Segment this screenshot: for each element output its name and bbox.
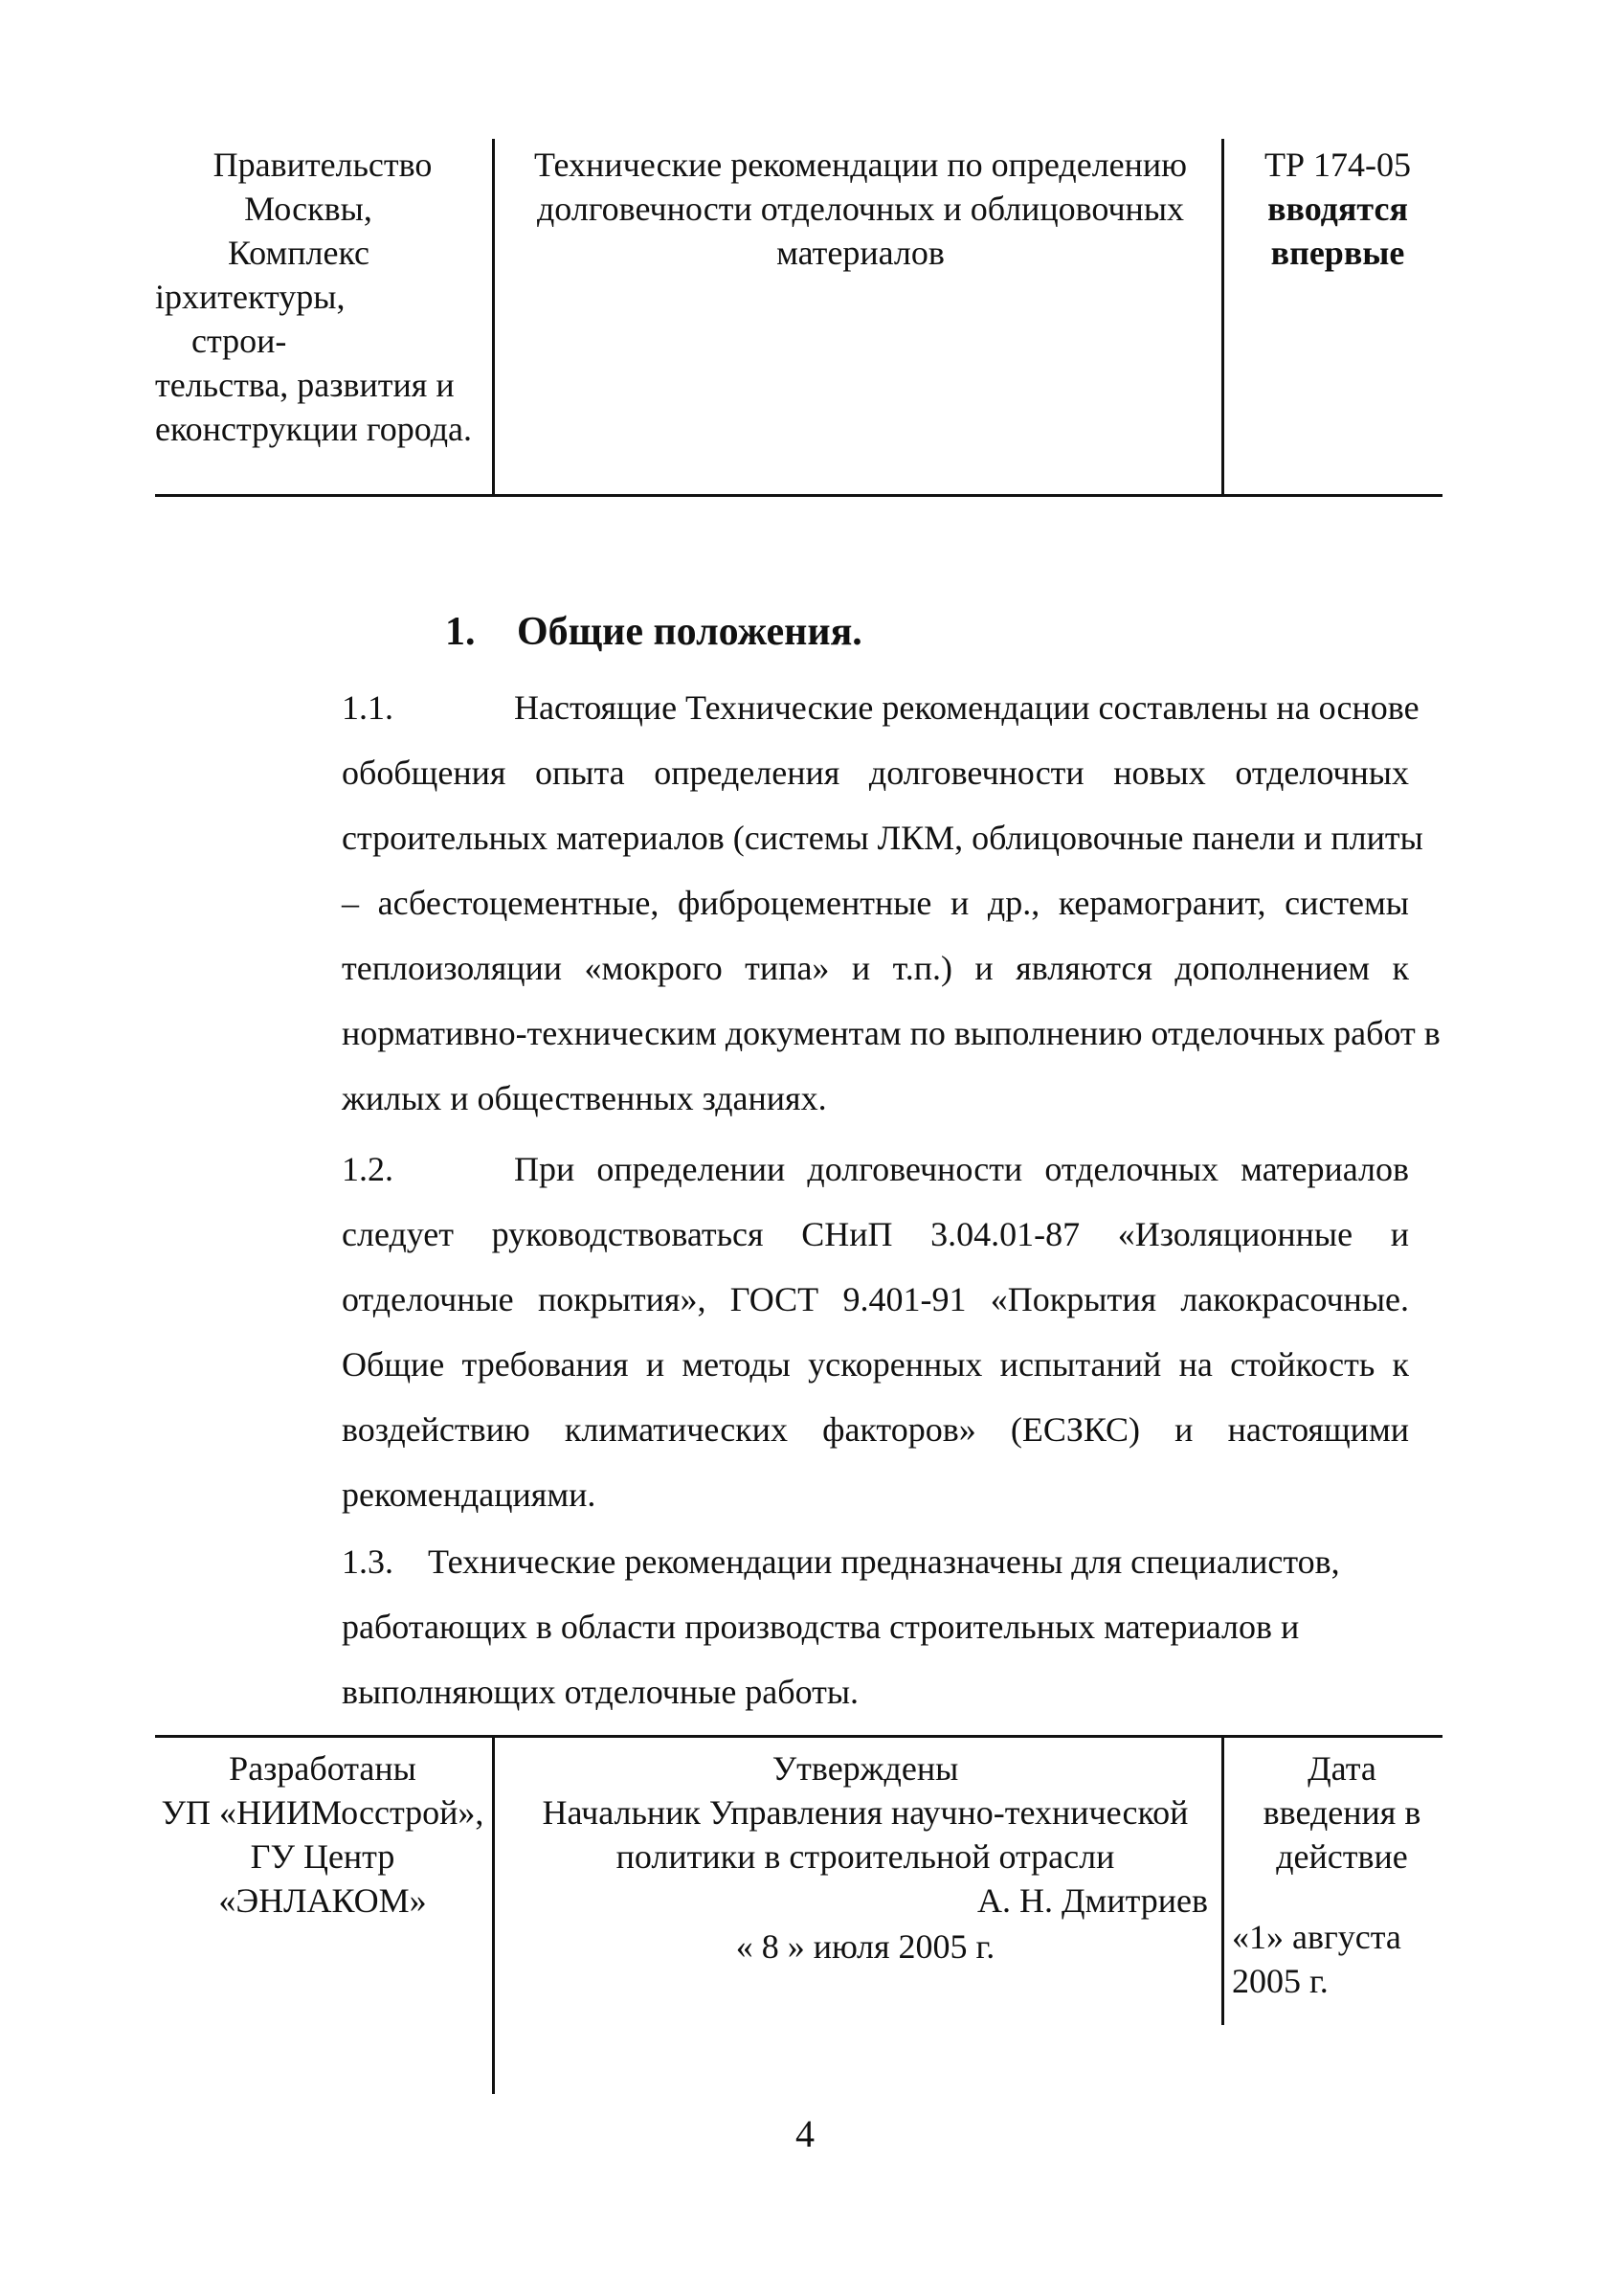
organization-line: ірхитектуры, [155,278,346,316]
approval-table [155,1735,1442,2094]
approved-signatory: А. Н. Дмитриев [976,1881,1208,1920]
paragraph-number: 1.3. [342,1542,393,1581]
approved-line: Начальник Управления научно-технической [542,1793,1189,1832]
effective-label-line: Дата [1308,1749,1376,1788]
header-organization [155,143,490,451]
title-line: Технические рекомендации по определению [533,146,1188,184]
developed-line: УП «НИИМосстрой», [161,1793,484,1832]
organization-line: Комплекс [227,234,370,272]
developed-line: «ЭНЛАКОМ» [218,1881,427,1920]
title-line: материалов [776,234,945,272]
developed-by [155,1746,490,1923]
paragraph-1-3 [342,1529,1409,1724]
approval-divider-left [492,1738,495,2094]
paragraph-1-1 [342,675,1441,1131]
status-line: вводятся [1267,190,1408,228]
paragraph-line: Общие требования и методы ускоренных испытаний на стойкость к [342,1345,1409,1384]
approved-heading: Утверждены [771,1749,959,1788]
approved-by [511,1746,1219,1969]
paragraph-line: – асбестоцементные, фиброцементные и др., керамогранит, системы [342,884,1409,922]
approval-divider-right [1221,1738,1224,2025]
paragraph-number: 1.1. [342,688,393,727]
paragraph-line: теплоизоляции «мокрого типа» и т.п.) и являются дополнением к [342,949,1409,987]
section-heading [445,609,862,655]
paragraph-text: При определении долговечности отделочных материалов [514,1150,1409,1188]
document-code-cell [1233,143,1442,275]
paragraph-line: воздействию климатических факторов» (ЕСЗКС) и настоящими [342,1410,1409,1449]
organization-line: Правительство [212,146,433,184]
developed-line: Разработаны [229,1749,416,1788]
header-divider-right [1221,139,1224,497]
paragraph-line: строительных материалов (системы ЛКМ, облицовочные панели и плиты [342,819,1423,857]
approved-date: « 8 » июля 2005 г. [735,1927,995,1966]
effective-label-line: действие [1276,1837,1408,1876]
paragraph-text: Технические рекомендации предназначены для специалистов, [428,1542,1340,1581]
section-title-text: Общие положения. [517,610,862,654]
paragraph-line: работающих в области производства строительных материалов и [342,1608,1300,1646]
header-table [155,139,1442,497]
effective-label-line: введения в [1263,1793,1421,1832]
section-number: 1. [445,610,476,654]
paragraph-number: 1.2. [342,1150,393,1188]
title-line: долговечности отделочных и облицовочных [536,190,1185,228]
header-bottom-rule [155,494,1442,497]
paragraph-line [342,1529,1409,1594]
organization-line: Москвы, [244,190,372,228]
effective-date [1232,1746,1452,2003]
header-divider-left [492,139,495,497]
paragraph-line: выполняющих отделочные работы. [342,1673,860,1711]
organization-line: тельства, развития и [155,366,455,404]
paragraph-1-2 [342,1137,1409,1527]
paragraph-line: жилых и общественных зданиях. [342,1079,827,1117]
effective-date-line: 2005 г. [1232,1962,1329,2000]
developed-line: ГУ Центр [250,1837,395,1876]
organization-line: еконструкции города. [155,410,472,448]
approval-top-rule [155,1735,1442,1738]
paragraph-line: рекомендациями. [342,1475,596,1514]
paragraph-line [342,675,1420,740]
document-title [511,143,1210,275]
organization-line: строи- [191,322,287,360]
status-line: впервые [1270,234,1405,272]
paragraph-text: Настоящие Технические рекомендации составлены на основе [514,688,1420,727]
paragraph-line: нормативно-техническим документам по выполнению отделочных работ в [342,1014,1441,1052]
approved-line: политики в строительной отрасли [615,1837,1115,1876]
paragraph-line: отделочные покрытия», ГОСТ 9.401-91 «Покрытия лакокрасочные. [342,1280,1409,1318]
effective-date-line: «1» августа [1232,1918,1401,1956]
paragraph-line [342,1137,1409,1202]
paragraph-line: следует руководствоваться СНиП 3.04.01-87 «Изоляционные и [342,1215,1409,1253]
paragraph-line: обобщения опыта определения долговечности новых отделочных [342,754,1409,792]
page-number: 4 [795,2112,815,2155]
document-code: ТР 174-05 [1264,146,1411,184]
